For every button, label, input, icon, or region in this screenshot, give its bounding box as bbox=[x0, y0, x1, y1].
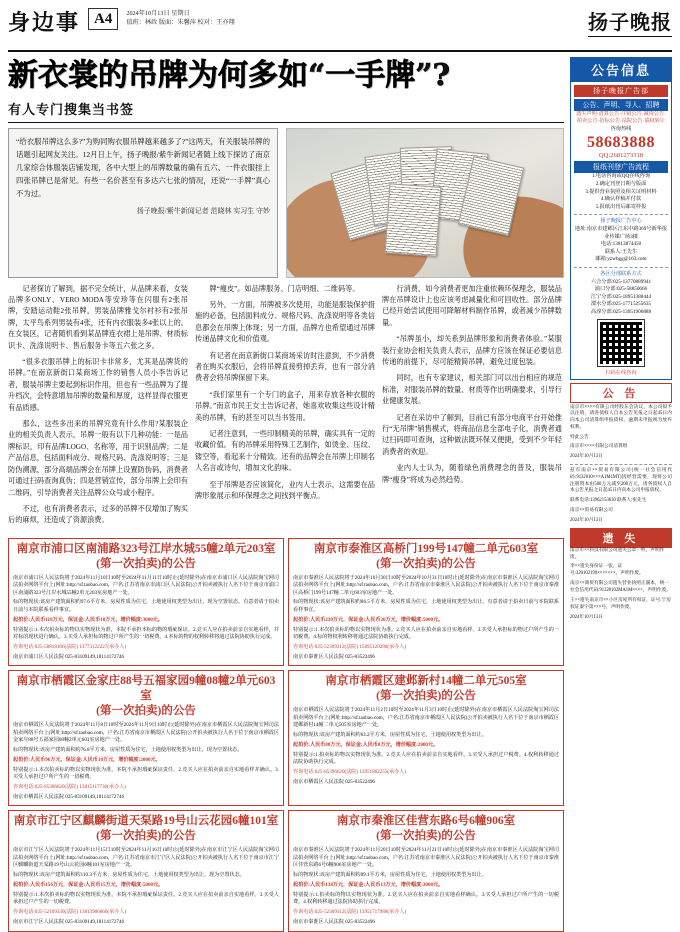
lead-and-photo bbox=[8, 128, 564, 278]
clothing-tags-group bbox=[339, 143, 529, 255]
page-number-badge: A4 bbox=[88, 8, 118, 30]
rail-process-steps bbox=[574, 173, 668, 211]
lost-item: 南京××商贸有限公司遗失营业执照正副本，统一社会信用代码:91320102MA1M××××，声明作废。 bbox=[570, 581, 671, 594]
address-line: 电话:13813874450 bbox=[600, 241, 642, 248]
notice-signature: 南京市××××有限公司清算组 bbox=[570, 444, 628, 450]
notice-title-line1: 南京市浦口区南浦路323号江岸水城55幢2单元203室 bbox=[16, 542, 276, 555]
notice-title-line1: 南京市江宁区麒麟街道天䂞路19号山云花园6幢101室 bbox=[13, 815, 279, 828]
notice-footer: 南京市栖霞区人民法院 025-83522496 bbox=[293, 779, 375, 786]
rail-lost-body bbox=[570, 548, 672, 622]
notice-title-line2: (第一次拍卖)的公告 bbox=[376, 830, 476, 843]
notice-title bbox=[293, 542, 559, 572]
notice-card[interactable] bbox=[8, 538, 284, 667]
paragraph: 至于吊牌是否应该简化，业内人士表示，这需要在品牌形象展示和环保理念之间找到平衡点。 bbox=[195, 480, 375, 501]
masthead bbox=[8, 6, 672, 52]
article-column-3 bbox=[382, 284, 562, 532]
notice-paragraph: 标的物现状:该房产建筑面积约76.8平方米，房屋性质为住宅，土地使用权类型为出让，现为空置状态。 bbox=[13, 747, 243, 753]
paragraph: 业内人士认为，随着绿色消费理念的普及，服装吊牌“瘦身”将成为必然趋势。 bbox=[382, 464, 562, 484]
notice-paragraph: 特别提示:1.拍卖标的物以实物现状为准。2.竞买人应在拍卖前亲自实地看样。3.买受人承担过户税费。4.权利转移通过法院协助执行完成。 bbox=[293, 751, 559, 766]
notice-contact: 咨询电话:025-85396620(法院) 13815117736(承办人) bbox=[13, 784, 126, 791]
rail-divider bbox=[574, 267, 668, 268]
paper-logo: 扬子晚报 bbox=[588, 6, 672, 37]
notice-paragraph: 特别提示:1.本次拍卖标的物以实物现状为准，本院不承担瑕疵保证责任。2.竞买人应在拍卖前亲自实地看样。3.买受人承担过户产生的一切税费。 bbox=[13, 891, 279, 906]
clothing-tag bbox=[385, 183, 442, 256]
process-step: 4.确认样稿并付款 bbox=[600, 196, 642, 203]
paragraph: “吊牌虽小，却关系到品牌形象和消费者体验。”某服装行业协会相关负责人表示，品牌方应该在保证必要信息传递的前提下，尽可能精简吊牌，避免过度包装。 bbox=[382, 335, 562, 367]
auction-notices-grid bbox=[8, 538, 564, 932]
notice-price: 起拍价:人民币156万元，保证金:人民币15万元，增价幅度:5000元。 bbox=[13, 882, 164, 889]
rail-phone-label: 咨询热线 bbox=[610, 125, 632, 132]
notice-title-line1: 南京市栖霞区金家庄88号五福家园9幢08幢2单元603室 bbox=[16, 675, 276, 703]
rail-lost-header: 遗 失 bbox=[570, 528, 672, 548]
branch-line: 浦口分部:025-58850666 bbox=[594, 286, 648, 293]
notice-footer: 南京市秦淮区人民法院 025-83522496 bbox=[293, 919, 375, 926]
notice-date: 2024年10月13日 bbox=[570, 517, 603, 523]
notice-paragraph: 特别提示:1.本次拍卖标的物以实物现状为准。2.竞买人应在拍卖前亲自实地看样。3.买受人承担标的物过户所产生的一切税费。4.标的物权利转移将通过法院协助执行完成。 bbox=[293, 626, 559, 641]
notice-paragraph: 特别提示:1.本次拍卖标的物以实物现状为准，本院不承担瑕疵保证责任。2.竞买人应在拍卖前亲自实地看样并确认。3.买受人承担过户所产生的一切税费。 bbox=[13, 766, 279, 781]
lead-paragraph-box bbox=[8, 128, 278, 278]
notice-title bbox=[13, 542, 279, 572]
notice-title bbox=[293, 674, 559, 704]
page-title: 新衣裳的吊牌为何多如“一手牌”? bbox=[8, 58, 451, 93]
sub-headline: 有人专门搜集当书签 bbox=[8, 101, 135, 117]
notice-paragraph: 南京市秦淮区人民法院将于2024年10月30日10时至2024年10月31日10时止(延时除外)在南京市秦淮区人民法院淘宝网司法拍卖网络平台上(网址:http://sf.taobao.com，户名:江苏省南京市秦淮区人民法院)公开拍卖被执行人名下位于南京市秦淮区高桥门199号147幢二单元603室房地产一处。 bbox=[293, 574, 559, 596]
notice-footer: 南京市栖霞区人民法院 025-83109149,18114172746 bbox=[13, 794, 125, 801]
notice-body bbox=[293, 707, 559, 776]
paragraph: 牌“瘦皮”。如品牌服务、门店明细、二维码等。 bbox=[209, 284, 360, 293]
notice-price: 起拍价:人民币88万元，保证金:人民币8万元，增价幅度:2000元。 bbox=[293, 741, 439, 748]
rail-notice-body bbox=[570, 405, 672, 462]
notice-paragraph: 标的物现状:该房产建筑面积约110.3平方米，房屋性质为住宅，土地使用权类型为出让，现为空置状态。 bbox=[13, 872, 245, 879]
address-line: 地址:南京市建邺区江东中路369号新华报业传媒广场3楼 bbox=[574, 225, 668, 240]
notice-footer: 南京市秦淮区人民法院 025-83522496 bbox=[293, 653, 375, 660]
rail-categories-list: 遗失声明·清算公告·注销公告·减资公告·拍卖公告·招标公告·法院公告·债权转让 bbox=[576, 111, 666, 125]
process-step: 3.提供营业执照及相关证明材料 bbox=[585, 188, 657, 195]
notice-title bbox=[13, 814, 279, 844]
rail-divider bbox=[574, 214, 668, 215]
notice-contact: 联系电话:13962153630 联系人:张先生 bbox=[570, 498, 647, 504]
qr-caption: 扫码在线咨询 bbox=[605, 369, 637, 376]
notice-price: 起拍价:人民币138万元，保证金:人民币13万元，增价幅度:3000元。 bbox=[293, 882, 444, 889]
branch-line: 高淳分部:025-13951906888 bbox=[590, 308, 652, 315]
notice-card[interactable] bbox=[288, 670, 564, 806]
issue-date: 2024年10月13日 星期日 bbox=[126, 10, 190, 17]
notice-contact: 咨询电话:025-58818166(法院) 13773122227(承办人) bbox=[13, 643, 127, 650]
notice-paragraph: 特此公告 bbox=[570, 434, 589, 440]
rail-extra-notice-body bbox=[570, 468, 672, 525]
byline: 扬子晚报/紫牛新闻记者 范晓林 实习生 守妙 bbox=[136, 206, 270, 215]
rail-branch-title: 各区分部联系方式 bbox=[600, 270, 642, 277]
section-title: 身边事 bbox=[8, 10, 81, 36]
notice-title-line2: (第一次拍卖)的公告 bbox=[376, 690, 476, 703]
rail-branch-list bbox=[574, 279, 668, 317]
notice-footer: 南京市江宁区人民法院 025-83109149,18114172746 bbox=[13, 919, 125, 926]
article-columns bbox=[8, 284, 564, 532]
notice-card[interactable] bbox=[288, 538, 564, 667]
lost-item: 南京市××科技有限公司遗失公章一枚，声明作废。 bbox=[570, 547, 665, 560]
notice-title-line1: 南京市栖霞区建邺新村14幢二单元505室 bbox=[325, 675, 527, 688]
lost-date: 2024年10月13日 bbox=[570, 614, 603, 620]
masthead-meta bbox=[126, 9, 234, 27]
rail-contact-box bbox=[570, 82, 672, 380]
headline-divider bbox=[8, 122, 564, 123]
notice-paragraph: 南京市秦淮区人民法院将于2024年11月20日10时至2024年11月21日10时止(延时除外)在南京市秦淮区人民法院淘宝网司法拍卖网络平台上(网址:http://sf.taobao.com，户名:江苏省南京市秦淮区人民法院)公开拍卖被执行人名下位于南京市秦淮区佳营东路6号6幢906室房地产一处。 bbox=[293, 847, 559, 869]
notice-footer: 南京市浦口区人民法院 025-83109149,18114172746 bbox=[13, 653, 125, 660]
masthead-left bbox=[8, 6, 235, 37]
notice-paragraph: 特别提示:1.本次拍卖标的物以实物现状为准，本院不承担本标的物的瑕疵保证。2.竞买人应在拍卖前亲自实地看样，并对标的现状进行确认。3.买受人承担标的物过户所产生的一切税费。4.本标的物的权利转移将通过法院协助执行完成。 bbox=[13, 626, 279, 641]
issue-credits: 值班：林政 版面：朱馨萍 校对：王亦翔 bbox=[126, 19, 235, 26]
notice-title-line1: 南京市泰淮区高桥门199号147幢二单元603室 bbox=[313, 542, 539, 555]
notice-date: 2024年10月13日 bbox=[570, 454, 603, 460]
notice-title-line2: (第一次拍卖)的公告 bbox=[96, 705, 196, 718]
notice-paragraph: 南京市浦口区人民法院将于2024年11月10日10时至2024年11月11日10时止(延时除外)在南京市浦口区人民法院淘宝网司法拍卖网络平台上(网址:http://sf.taobao.com，户名:江苏省南京市浦口区人民法院)公开拍卖被执行人名下位于南京市浦口区南浦路323号江岸水城55幢2单元203室房地产一处。 bbox=[13, 574, 279, 596]
rail-dept-label: 扬子晚报广告部 bbox=[574, 85, 668, 97]
notice-card[interactable] bbox=[288, 810, 564, 931]
paragraph: 另外，一方面，吊牌被多次使用，功能是服装保护措施的必备，包括面料成分、规格尺码、洗涤说明等各类信息都会在吊牌上体现；另一方面，品牌方也希望通过吊牌传递品牌文化和价值观。 bbox=[195, 301, 375, 344]
notice-paragraph: 南京市栖霞区人民法院将于2024年11月2日10时至2024年11月3日10时止(延时除外)在南京市栖霞区人民法院淘宝网司法拍卖网络平台上(网址:http://sf.taobao.com，户名:江苏省南京市栖霞区人民法院)公开拍卖被执行人名下位于南京市栖霞区建邺新村14幢二单元505室房地产一处。 bbox=[293, 707, 559, 729]
rail-header: 公告信息 bbox=[570, 57, 672, 82]
branch-line: 六合分部:025-13770889941 bbox=[590, 278, 652, 285]
notice-body bbox=[293, 847, 559, 916]
rail-qq-number[interactable]: QQ:2681273318 bbox=[598, 152, 644, 160]
article-column-2 bbox=[195, 284, 375, 532]
rail-address-block bbox=[574, 226, 668, 264]
lead-text: “给衣服吊牌这么多?”为购同购衣服吊牌越来越多了?”这两天，有关服装吊牌的话题引起网友关注。12月日上午，扬子晚报/紫牛新闻记者随上线下探访了南京几家综合体服装店铺发现，各中大型上的吊牌数量的确有五六、一件衣服挂上四张吊牌已是常见。有些一名价甚至有多达六七张的情况，还说“一手牌”真心不为过。 bbox=[16, 136, 270, 198]
rail-divider bbox=[570, 464, 672, 465]
notice-title-line2: (第一次拍卖)的公告 bbox=[96, 830, 196, 843]
right-rail bbox=[570, 57, 672, 932]
process-step: 5.报纸出刊后邮寄样报 bbox=[595, 203, 647, 210]
notice-card[interactable] bbox=[8, 670, 284, 806]
rail-process-label: 报纸刊登广告流程 bbox=[574, 161, 668, 173]
lost-item: 王××遗失南京市××小区房屋所有权证，证号:宁房权证秦字第×××号，声明作废。 bbox=[570, 598, 671, 610]
notice-paragraph: 标的物现状:该房产建筑面积约63.2平方米，房屋性质为住宅，土地使用权类型为出让。 bbox=[293, 732, 487, 738]
rail-address-title: 扬子晚报广告中心 bbox=[600, 218, 642, 225]
notice-title bbox=[293, 814, 559, 844]
notice-contact: 咨询电话:025-85396620(法院) 13951862255(承办人) bbox=[293, 769, 407, 776]
notice-paragraph: 南京市××××有限公司经股东会决议，本公司拟予以注销，请各债权人自本公告见报之日起45日内向本公司清算组申报债权，逾期未申报视为放弃权利。 bbox=[570, 404, 672, 430]
paragraph: “很多衣服吊牌上的标识卡非常多，尤其是品牌货的吊牌。”在南京新街口某商场工作的销售人员小李告诉记者，服装吊牌主要起到标识作用，但也有一些品牌为了提升档次，会特意增加吊牌的数量和厚度，这样显得衣服更有品质感。 bbox=[8, 358, 188, 412]
rail-notice-header: 公 告 bbox=[570, 383, 672, 403]
lost-item: 李××遗失身份证一张，证号:320102199×××××××，声明作废。 bbox=[570, 564, 644, 577]
notice-price: 起拍价:人民币96万元，保证金:人民币10万元，增价幅度:2000元。 bbox=[13, 756, 161, 763]
paragraph: 同时，也有专家建议，相关部门可以出台相应的规范标准，对服装吊牌的数量、材质等作出明确要求，引导行业健康发展。 bbox=[382, 374, 562, 406]
notice-paragraph: 标的物现状:该房产建筑面积约86.5平方米，房屋性质为住宅，土地使用权类型为出让。有意者请于拍卖日前与本院联系看样事宜。 bbox=[293, 599, 559, 613]
headline-block bbox=[8, 59, 564, 118]
address-line: 邮箱:yzwbgg@163.com bbox=[595, 256, 647, 263]
article-column-1 bbox=[8, 284, 188, 532]
notice-paragraph: 南京市江宁区人民法院将于2024年11月15日10时至2024年11月16日10时止(延时除外)在南京市江宁区人民法院淘宝网司法拍卖网络平台上(网址:http://sf.taobao.com，户名:江苏省南京市江宁区人民法院)公开拍卖被执行人名下位于南京市江宁区麒麟街道天䂞路19号山云花园6幢101室房地产一处。 bbox=[13, 847, 279, 869]
body-grid bbox=[8, 57, 672, 932]
paragraph: 记者在采访中了解到，目前已有部分电商平台开始推行“无吊牌”销售模式，将商品信息全部电子化，消费者通过扫码即可查询，这种做法既环保又便捷，受到不少年轻消费者的欢迎。 bbox=[382, 413, 562, 456]
process-step: 1.电话咨询或QQ在线咨询 bbox=[591, 173, 651, 180]
notice-body bbox=[13, 575, 279, 652]
branch-line: 溧水分部:025-17715255635 bbox=[590, 301, 652, 308]
notice-signature: 南京××贸易有限公司 bbox=[570, 508, 613, 514]
notice-body bbox=[13, 722, 279, 791]
rail-phone-number[interactable]: 58683888 bbox=[587, 134, 655, 152]
notice-paragraph: 兹有南京××贸易有限公司(统一社会信用代码:9132010×××A1M1MT)因经营需要，现将公司注册资本由500万元减至200万元，请各债权人自本公告见报之日起45日内向本公司申报债权。 bbox=[570, 468, 672, 494]
notice-title-line2: (第一次拍卖)的公告 bbox=[376, 557, 476, 570]
paragraph: 记者探访了解到，据不完全统计，从品牌来看，女装品牌多ONLY、VERO MODA等安珍等在闪服有2张吊牌，安踏运动鞋2张吊牌，男装品牌雅戈尔衬衫有2张吊牌，太平鸟系列男装有4张，还有内衣服装多4张以上的。在女装区，记者随机看到某品牌连衣裙上是吊牌、材质标识卡、洗涤说明卡、售后服务卡等五六张之多。 bbox=[8, 284, 188, 350]
notice-contact: 咨询电话:025-52109330(法院) 13813906666(承办人) bbox=[13, 909, 127, 916]
article-photo bbox=[286, 128, 564, 278]
notice-title-line1: 南京市秦淮区佳营东路6号6幢906室 bbox=[336, 815, 516, 828]
notice-price: 起拍价:人民币230万元，保证金:人民币20万元，增价幅度:5000元。 bbox=[293, 616, 444, 623]
notice-contact: 咨询电话:025-52309312(法院) 13951717988(承办人) bbox=[293, 909, 407, 916]
branch-line: 江宁分部:025-18951388444 bbox=[590, 293, 652, 300]
address-line: 联系人:王先生 bbox=[604, 248, 638, 255]
paragraph: 行消费，如今消费者更加注重依赖环保理念，服装品牌在吊牌设计上也应该考虑减量化和可回收性。部分品牌已经开始尝试使用可降解材料制作吊牌，或者减少吊牌数量。 bbox=[382, 284, 562, 327]
notice-price: 起拍价:人民币118万元，保证金:人民币10万元，增价幅度:3000元。 bbox=[13, 616, 163, 623]
paragraph: 那么，这些多出来的吊牌究竟有什么作用?某服装企业的相关负责人表示，吊牌一般有以下几种功能：一是品牌标识，印有品牌LOGO、名称等，用于识别品牌；二是产品信息，包括面料成分、规格尺码、洗涤说明等；三是防伪溯源，部分高端品牌会在吊牌上设置防伪码，消费者可通过扫码查询真伪；四是营销宣传，部分吊牌上会印有二维码，引导消费者关注品牌公众号或小程序。 bbox=[8, 420, 188, 497]
paragraph: 记者注意到，一些印制精美的吊牌，确实具有一定的收藏价值。有的吊牌采用特殊工艺制作，如烫金、压纹、镂空等，看起来十分精致。还有的品牌会在吊牌上印制名人名言或诗句，增加文化韵味。 bbox=[195, 430, 375, 473]
paragraph: 不过，也有消费者表示，过多的吊牌不仅增加了购买后的麻烦，还造成了资源浪费。 bbox=[8, 504, 188, 525]
notice-title-line2: (第一次拍卖)的公告 bbox=[96, 557, 196, 570]
notice-body bbox=[13, 847, 279, 916]
notice-paragraph: 标的物现状:该房产建筑面积约89.1平方米，房屋性质为住宅，土地使用权类型为出让。 bbox=[293, 872, 487, 879]
notice-title bbox=[13, 674, 279, 719]
process-step: 2.确定刊登日期与版面 bbox=[595, 181, 647, 187]
notice-paragraph: 特别提示:1.拍卖标的物以实物现状为准。2.竞买人应在拍卖前亲自实地看样确认。3.买受人承担过户所产生的一切税费。4.权利转移通过法院协助执行完成。 bbox=[293, 891, 559, 906]
qr-code-icon[interactable] bbox=[598, 320, 644, 366]
paragraph: “我们家里有一个专门的盒子，用来存放各种衣服的吊牌。”南京市民王女士告诉记者，她喜欢收集这些设计精美的吊牌，有的甚至可以当书签用。 bbox=[195, 390, 375, 422]
paragraph: 有记者在南京新街口某商场采访时注意到，不少消费者在购买衣服后，会将吊牌直接剪掉丢弃，也有一部分消费者会将吊牌保留下来。 bbox=[195, 351, 375, 383]
notice-body bbox=[293, 575, 559, 652]
notice-paragraph: 标的物现状:该房产建筑面积约97.6平方米，房屋性质为住宅，土地使用权类型为出让，现为空置状态。有意者请于拍卖日前与本院联系看样事宜。 bbox=[13, 599, 279, 613]
notice-contact: 咨询电话:025-52309312(法院) 15895120288(承办人) bbox=[293, 643, 407, 650]
notice-card[interactable] bbox=[8, 810, 284, 931]
notice-paragraph: 南京市栖霞区人民法院将于2024年11月8日10时至2024年11月9日10时止(延时除外)在南京市栖霞区人民法院淘宝网司法拍卖网络平台上(网址:http://sf.taobao.com，户名:江苏省南京市栖霞区人民法院)公开拍卖被执行人名下位于南京市栖霞区金家庄88号五福家园08幢2单元603室房地产一处。 bbox=[13, 722, 279, 744]
main-column bbox=[8, 57, 564, 932]
rail-categories-label: 公告、声明、寻人、招聘 bbox=[574, 99, 668, 111]
